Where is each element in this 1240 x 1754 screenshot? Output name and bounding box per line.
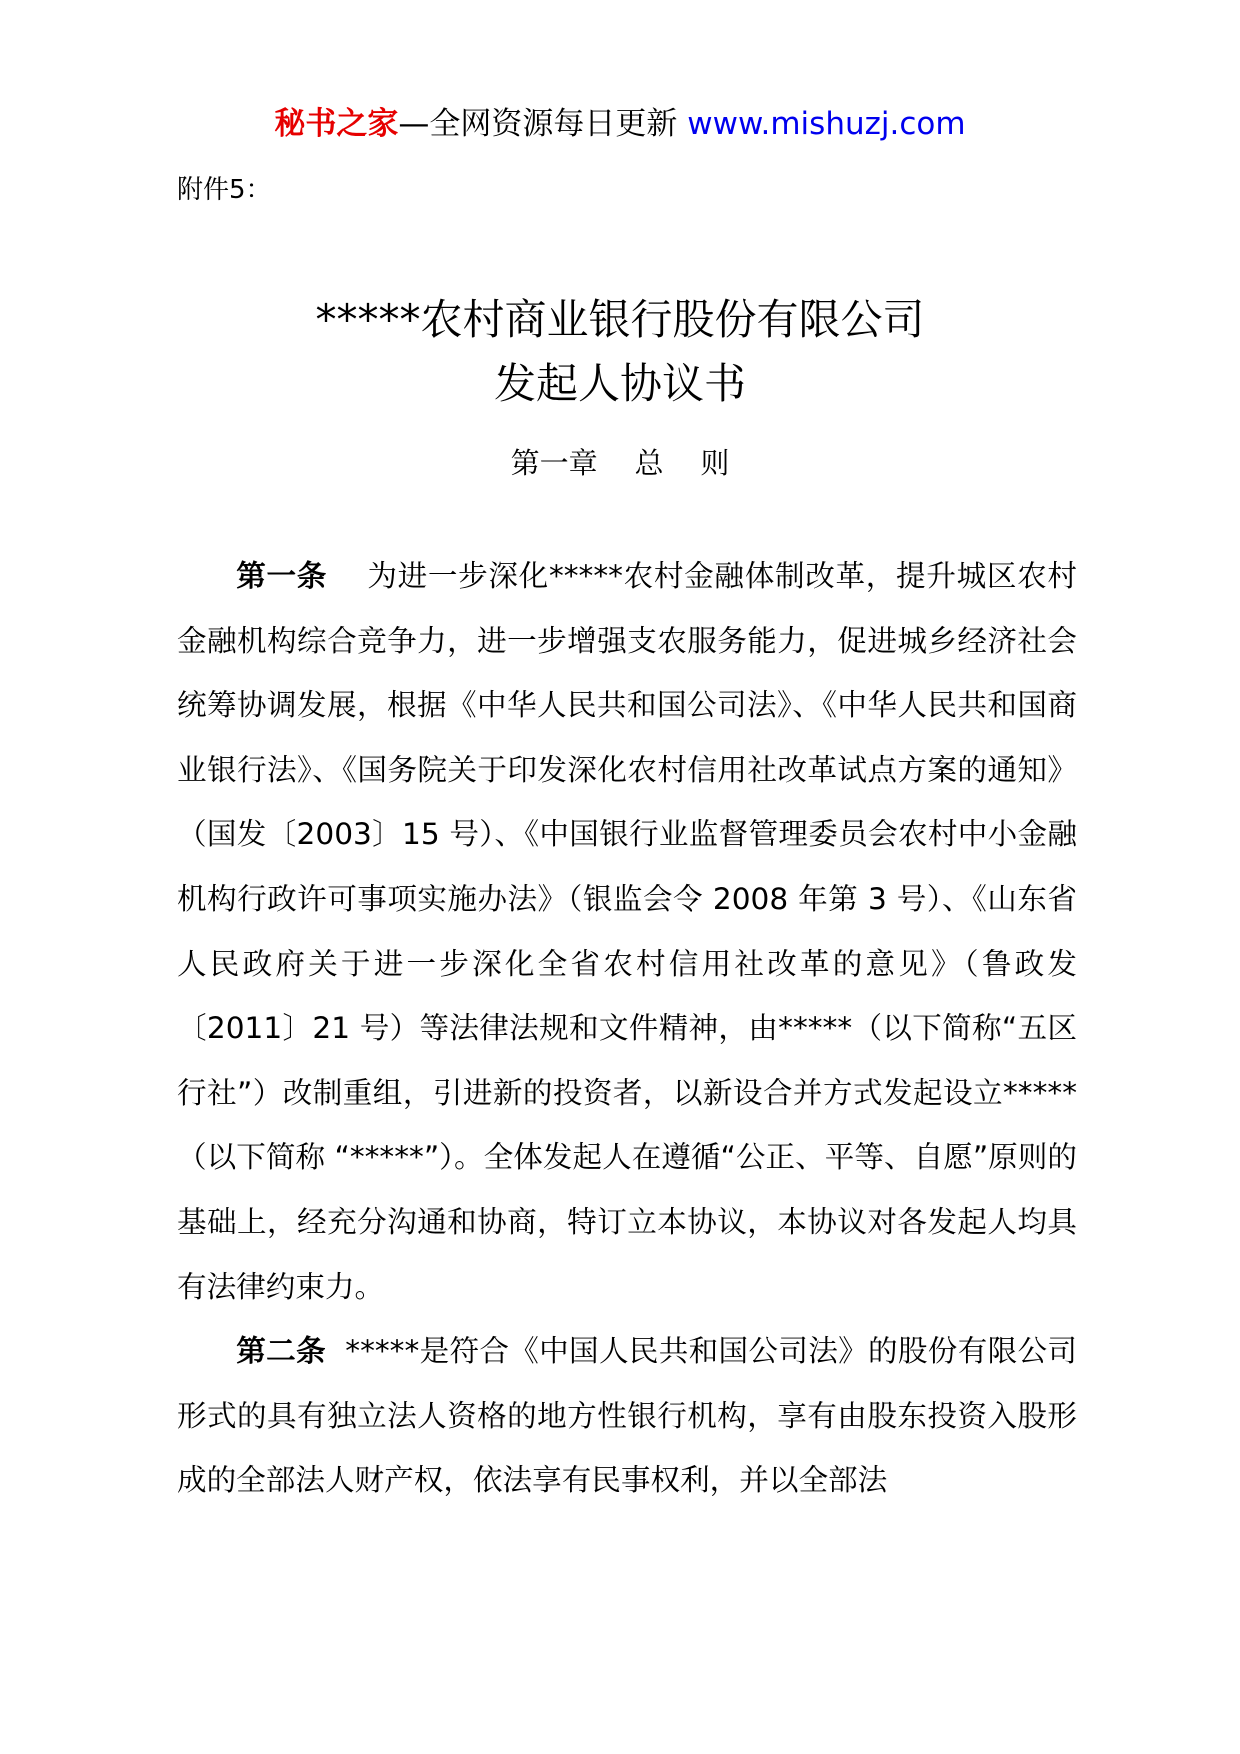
document-body	[177, 544, 1077, 1513]
document-title	[0, 288, 1240, 416]
article-1-label: 第一条	[236, 559, 327, 593]
article-2-label: 第二条	[236, 1334, 326, 1369]
chapter-heading: 第一章 总 则	[510, 446, 730, 480]
site-header	[0, 98, 1240, 150]
article-1-text: 为进一步深化*****农村金融体制改革，提升城区农村金融机构综合竞争力，进一步增强支农服务能力，促进城乡经济社会统筹协调发展，根据《中华人民共和国公司法》、《中华人民共和国商业银行法》、《国务院关于印发深化农村信用社改革试点方案的通知》（国发〔2003〕15 号）、《中国银行业监督管理委员会农村中小金融机构行政许可事项实施办法》（银监会令 2008 年第 3 号）、《山东省人民政府关于进一步深化全省农村信用社改革的意见》（鲁政发〔2011〕21 号）等法律法规和文件精神，由*****（以下简称“五区行社”）改制重组，引进新的投资者，以新设合并方式发起设立*****（以下简称 “*****”）。全体发起人在遵循“公正、平等、自愿”原则的基础上，经充分沟通和协商，特订立本协议，本协议对各发起人均具有法律约束力。	[177, 559, 1077, 1304]
article-2	[177, 1319, 1077, 1513]
document-title-line-2: 发起人协议书	[493, 359, 746, 408]
site-tagline: —全网资源每日更新	[398, 106, 688, 142]
site-brand: 秘书之家	[274, 106, 399, 142]
article-2-text: *****是符合《中国人民共和国公司法》的股份有限公司形式的具有独立法人资格的地方性银行机构，享有由股东投资入股形成的全部法人财产权，依法享有民事权利，并以全部法	[177, 1334, 1077, 1498]
site-url-link[interactable]: www.mishuzj.com	[687, 106, 966, 142]
article-1	[177, 544, 1077, 1319]
attachment-label: 附件5：	[177, 175, 272, 205]
document-title-line-1: *****农村商业银行股份有限公司	[315, 295, 925, 344]
